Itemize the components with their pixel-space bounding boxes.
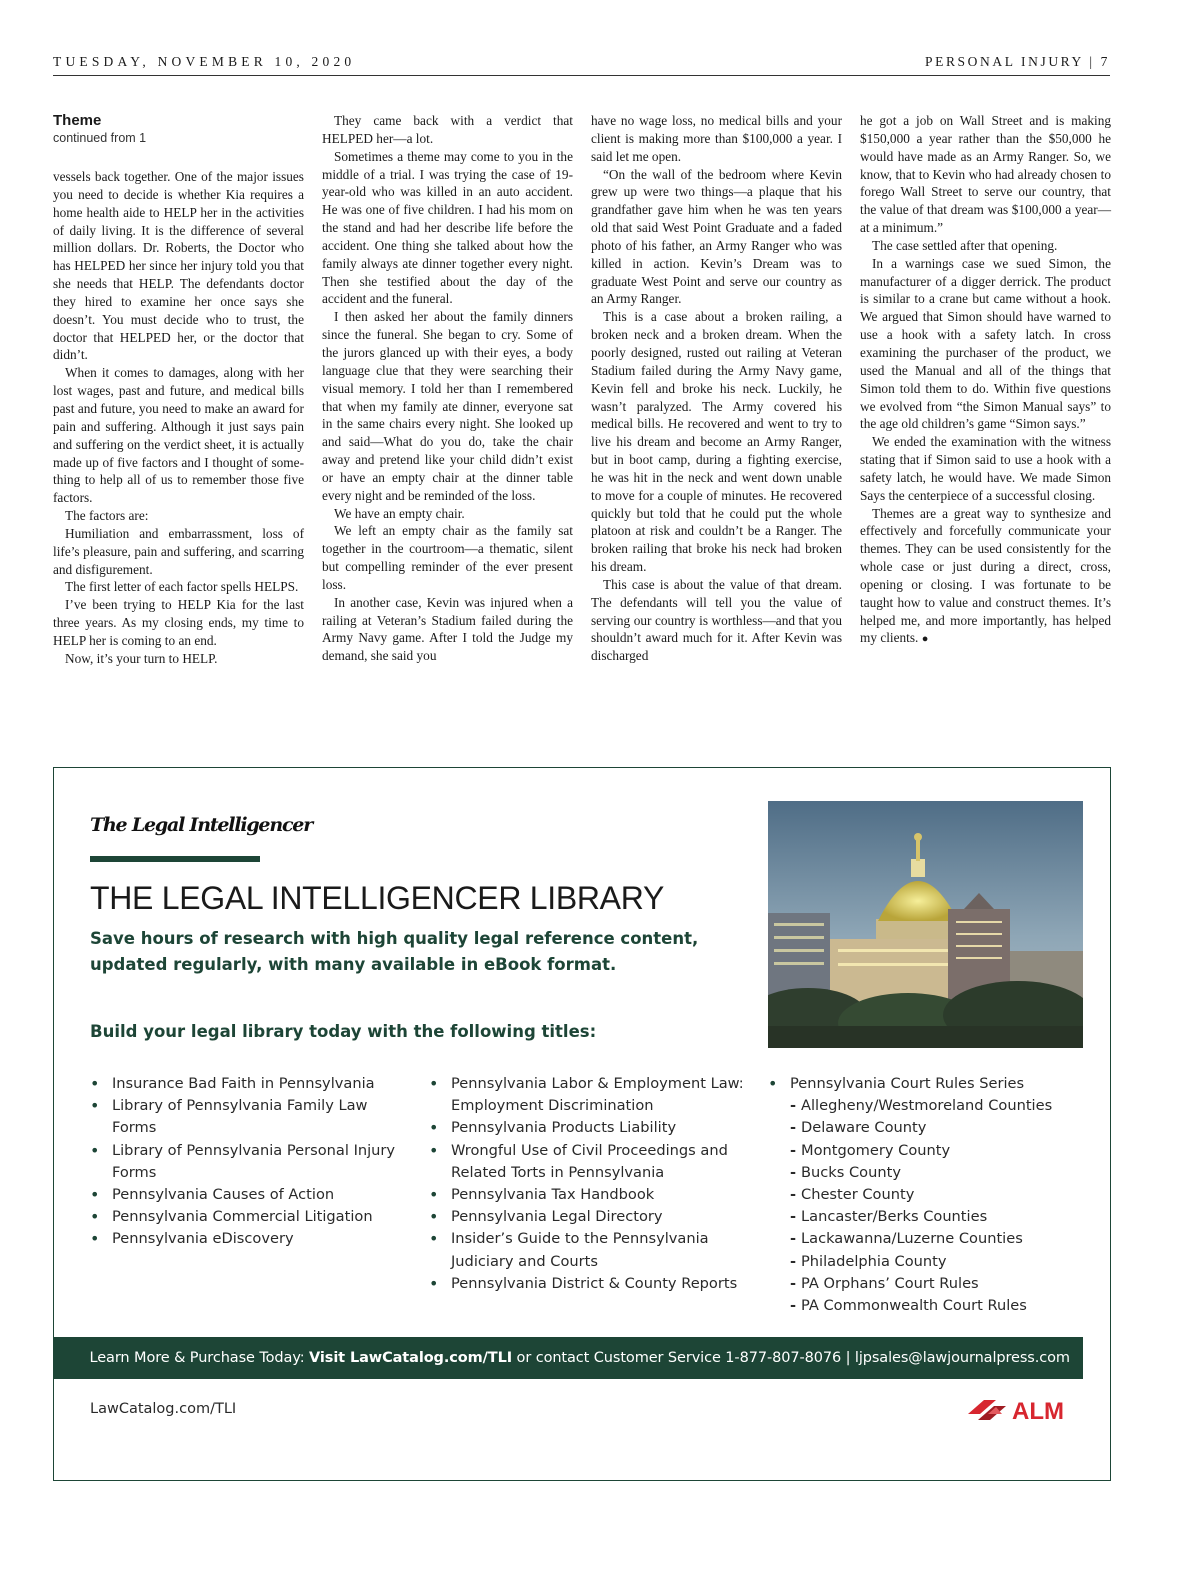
paragraph: The first letter of each factor spells HELPS. xyxy=(65,579,299,595)
list-sub-item: - Lancaster/Berks Counties xyxy=(768,1206,1088,1228)
list-item: • Pennsylvania Products Liability xyxy=(429,1117,759,1139)
library-advertisement xyxy=(53,767,1111,1481)
ad-subtitle: Save hours of research with high quality legal reference content, updated regularly, with many available in eBook format. xyxy=(90,929,699,974)
paragraph: I’ve been trying to HELP Kia for the last three years. As my closing ends, my time to HELP her is coming to an end. xyxy=(53,597,304,648)
capitol-dome-photo xyxy=(768,801,1083,1048)
list-item: • Pennsylvania Causes of Action xyxy=(90,1184,410,1206)
list-item: • Library of Pennsylvania Personal Injury Forms xyxy=(90,1140,410,1184)
capitol-dome-illustration xyxy=(768,801,1083,1048)
article-column-4 xyxy=(860,112,1111,649)
list-sub-item: - Chester County xyxy=(768,1184,1088,1206)
list-sub-item: - Bucks County xyxy=(768,1162,1088,1184)
paragraph: They came back with a verdict that HELPED her—a lot. xyxy=(322,113,573,146)
paragraph: This is a case about a broken railing, a broken neck and a broken dream. When the poorly designed, rusted out railing at Veteran Stadium failed during the Army Navy game, Kevin fell and broke his neck. Luckily, he wasn’t paralyzed. The Army covered his medical bills. He recovered and went to try to live his dream and become an Army Ranger, but in boot camp, during a fighting exercise, he was hit in the neck and went down unable to move for a couple of minutes. He recovered quickly but told that he could put the whole platoon at risk and couldn’t be a Ranger. The broken railing that broke his neck had broken his dream. xyxy=(591,309,842,575)
header-date: TUESDAY, NOVEMBER 10, 2020 xyxy=(53,54,356,69)
accent-rule xyxy=(90,856,260,862)
list-sub-item: - Allegheny/Westmoreland Counties xyxy=(768,1095,1088,1117)
header-section: PERSONAL INJURY | 7 xyxy=(925,54,1110,69)
paragraph: We left an empty chair as the family sat together in the courtroom—a thematic, silent but compelling reminder of the ever present loss. xyxy=(322,523,573,592)
contact-band xyxy=(53,1337,1083,1379)
paragraph-text: Themes are a great way to synthesize and effectively and forcefully communicate your themes. They can be used consistently for the whole case or just during a direct, cross, opening or closing. I was fortunate to be taught how to value and construct themes. It’s helped me, and more importantly, has helped my clients. xyxy=(860,505,1111,646)
lawcatalog-link[interactable]: Visit LawCatalog.com/TLI xyxy=(309,1350,513,1366)
section-head: Theme xyxy=(53,112,102,129)
paragraph: vessels back together. One of the major issues you need to decide is whether Kia requires a home health aide to HELP her in the activities of daily living. It is the difference of several million dollars. Dr. Roberts, the Doctor who has HELPED her since her injury told you that she needs that HELP. The defendants doctor they hired to examine her once says she doesn’t. You must decide who to trust, the doctor that HELPED her, or the doctor that didn’t. xyxy=(53,169,304,363)
list-sub-item: - Lackawanna/Luzerne Counties xyxy=(768,1228,1088,1250)
alm-wordmark: ALM xyxy=(1012,1398,1064,1424)
paragraph: The factors are: xyxy=(65,508,149,524)
paragraph: Humiliation and embarrassment, loss of life’s pleasure, pain and suffering, and scarring and disfigurement. xyxy=(53,525,304,577)
list-item: • Pennsylvania Legal Directory xyxy=(429,1206,759,1228)
legal-intelligencer-logo: The Legal Intelligencer xyxy=(90,814,313,836)
paragraph: “On the wall of the bedroom where Kevin grew up were two things—a plaque that his grandfather gave him when he was ten years old that said West Point Graduate and a faded photo of his father, an Army Ranger who was killed in action. Kevin’s Dream was to graduate West Point and serve our country as an Army Ranger. xyxy=(591,166,842,307)
end-mark: ● xyxy=(921,633,929,646)
list-sub-item: - PA Commonwealth Court Rules xyxy=(768,1295,1088,1317)
article-column-1 xyxy=(53,112,304,668)
alm-logo xyxy=(966,1396,1084,1424)
paragraph xyxy=(860,505,1111,650)
paragraph: he got a job on Wall Street and is making $150,000 a year rather than the $50,000 he would have made as an Army Ranger. So, we know, that to Kevin who had already chosen to forego Wall Street to serve our country, that the value of that dream was $100,000 a year—at a minimum.” xyxy=(860,113,1111,236)
paragraph: have no wage loss, no medical bills and your client is making more than $100,000 a year. I said let me open. xyxy=(591,113,842,164)
list-item: • Pennsylvania Court Rules Series xyxy=(768,1073,1088,1095)
list-item: • Insider’s Guide to the Pennsylvania Judiciary and Courts xyxy=(429,1228,759,1272)
article-column-3 xyxy=(591,112,842,665)
paragraph: The case settled after that opening. xyxy=(872,237,1058,253)
paragraph: We have an empty chair. xyxy=(334,505,465,521)
list-sub-item: - Delaware County xyxy=(768,1117,1088,1139)
list-item: • Pennsylvania District & County Reports xyxy=(429,1273,759,1295)
band-contact: or contact Customer Service 1-877-807-8076 | ljpsales@lawjournalpress.com xyxy=(512,1350,1070,1366)
ad-title: THE LEGAL INTELLIGENCER LIBRARY xyxy=(90,880,664,916)
list-item: • Insurance Bad Faith in Pennsylvania xyxy=(90,1073,410,1095)
list-item: • Pennsylvania Commercial Litigation xyxy=(90,1206,410,1228)
paragraph: I then asked her about the family dinners since the funeral. She began to cry. Some of the jurors glanced up with their eyes, a body language clue that they were searching their visual memory. I told her than I remembered that when my family ate dinner, everyone sat in the same chairs every night. She looked up and said—What do you do, take the chair away and pretend like your child didn’t exist or have an empty chair at the dinner table every night and be reminded of the loss. xyxy=(322,309,573,503)
paragraph: Now, it’s your turn to HELP. xyxy=(65,650,218,666)
list-sub-item: - PA Orphans’ Court Rules xyxy=(768,1273,1088,1295)
paragraph: In a warnings case we sued Simon, the manufacturer of a digger derrick. The product is similar to a crane but came without a hook. We argued that Simon should have warned to use a hook with a safety latch. In cross examining the purchaser of the product, we used the Manual and all of the things that Simon told them to do. Within five questions we evolved from “the Simon Manual says” to the age old children’s game “Simon says.” xyxy=(860,255,1111,432)
paragraph: This case is about the value of that dream. The defendants will tell you the value of serving our country is worthless—and that you shouldn’t award much for it. After Kevin was discharged xyxy=(591,576,842,664)
list-sub-item: - Philadelphia County xyxy=(768,1251,1088,1273)
list-item: • Pennsylvania Tax Handbook xyxy=(429,1184,759,1206)
running-header xyxy=(53,52,1110,76)
list-item: • Pennsylvania Labor & Employment Law: Employment Discrimination xyxy=(429,1073,759,1117)
paragraph: In another case, Kevin was injured when a railing at Veteran’s Stadium failed during the Army Navy game. After I told the Judge my demand, she said you xyxy=(322,594,573,664)
title-list-2 xyxy=(429,1073,759,1295)
article-column-2 xyxy=(322,112,573,665)
list-item: • Pennsylvania eDiscovery xyxy=(90,1228,410,1250)
ad-build-line: Build your legal library today with the following titles: xyxy=(90,1022,597,1041)
paragraph: When it comes to damages, along with her lost wages, past and future, and medical bills past and future, you need to make an award for pain and suffering. Although it just says pain and suffering on the verdict sheet, it is actually made up of five factors and I thought of something to help all of us to remember those five factors. xyxy=(53,365,304,506)
band-lead: Learn More & Purchase Today: xyxy=(89,1350,310,1366)
list-sub-item: - Montgomery County xyxy=(768,1140,1088,1162)
title-list-3 xyxy=(768,1073,1088,1317)
list-item: • Wrongful Use of Civil Proceedings and Related Torts in Pennsylvania xyxy=(429,1140,759,1184)
continued-line: continued from 1 xyxy=(53,131,147,145)
paragraph: Sometimes a theme may come to you in the middle of a trial. I was trying the case of 19-year-old who was killed in an auto accident. He was one of five children. I had his mom on the stand and had her describe life before the accident. One thing she talked about how the family always ate dinner together every night. Then she testified about the day of the accident and the funeral. xyxy=(322,148,573,307)
list-item: • Library of Pennsylvania Family Law Forms xyxy=(90,1095,410,1139)
footer-url[interactable]: LawCatalog.com/TLI xyxy=(90,1401,237,1417)
paragraph: We ended the examination with the witness stating that if Simon said to use a hook with a safety latch, he would have. We made Simon Says the centerpiece of a successful closing. xyxy=(860,434,1111,503)
title-list-1 xyxy=(90,1073,410,1251)
